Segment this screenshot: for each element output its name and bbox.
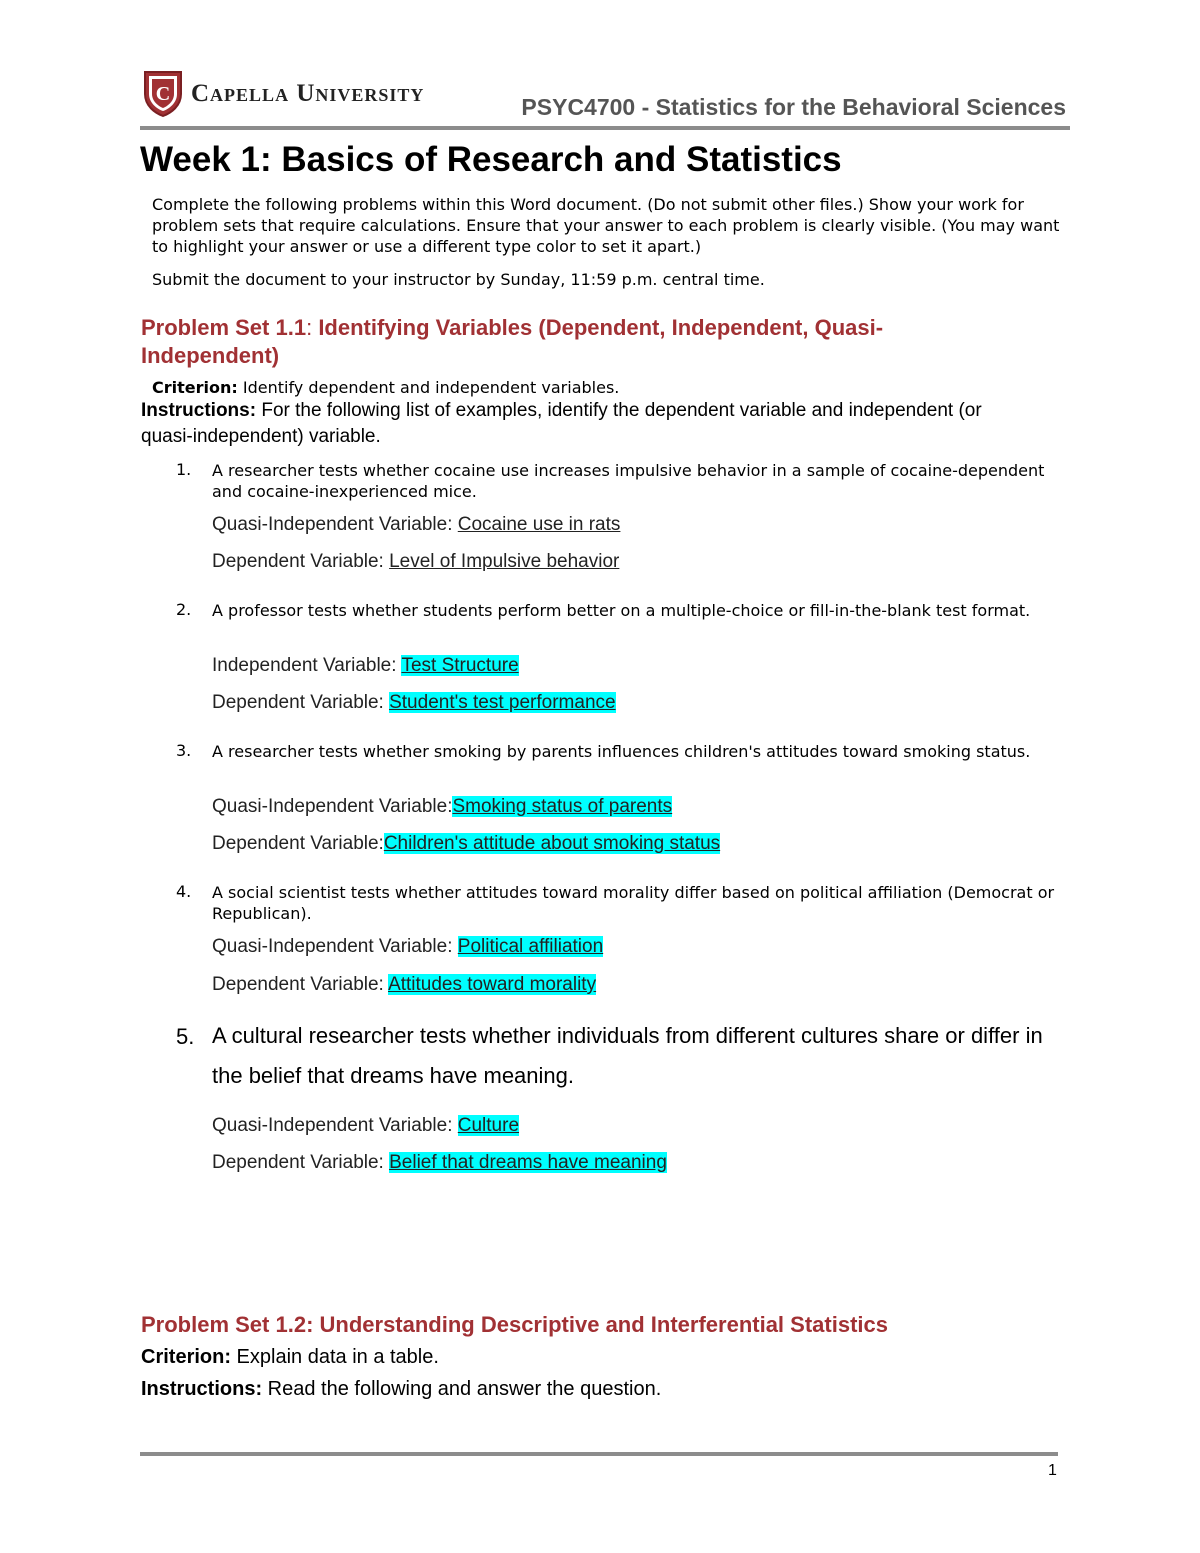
instructions-text: Read the following and answer the question. <box>262 1378 662 1400</box>
item-number: 2. <box>176 600 192 619</box>
instructions-text: For the following list of examples, identify the dependent variable and independent (or quasi-independent) variable. <box>141 400 982 447</box>
answer-line <box>212 514 620 536</box>
variable-label: Quasi-Independent Variable: <box>212 936 458 957</box>
svg-text:C: C <box>155 83 171 105</box>
answer-line <box>212 1115 519 1137</box>
item-number: 3. <box>176 741 192 760</box>
item-number: 4. <box>176 882 192 901</box>
answer-value: Level of Impulsive behavior <box>389 551 620 572</box>
variable-label: Quasi-Independent Variable: <box>212 514 458 535</box>
problem-set-1-2-heading: Problem Set 1.2: Understanding Descriptive and Interferential Statistics <box>141 1312 888 1337</box>
answer-value: Test Structure <box>401 655 519 676</box>
criterion-text: Identify dependent and independent variables. <box>237 378 620 397</box>
ps1-heading-sep: : <box>306 315 319 340</box>
variable-label: Dependent Variable: <box>212 692 390 713</box>
item-number: 1. <box>176 460 192 479</box>
variable-label: Dependent Variable: <box>212 974 389 995</box>
ps1-heading-prefix: Problem Set 1.1 <box>141 315 307 340</box>
answer-line <box>212 974 596 996</box>
answer-line <box>212 936 603 958</box>
variable-label: Quasi-Independent Variable: <box>212 796 453 817</box>
variable-label: Quasi-Independent Variable: <box>212 1115 458 1136</box>
header-divider <box>140 126 1070 130</box>
item-question: A cultural researcher tests whether individuals from different cultures share or differ in the belief that dreams have meaning. <box>212 1023 1043 1088</box>
answer-line <box>212 796 672 818</box>
answer-value: Attitudes toward morality <box>388 974 597 995</box>
footer-divider <box>140 1452 1058 1456</box>
instructions-label: Instructions: <box>141 1378 263 1400</box>
shield-icon <box>143 70 183 118</box>
answer-line <box>212 692 616 714</box>
variable-label: Dependent Variable: <box>212 833 384 854</box>
university-logo <box>143 70 424 118</box>
answer-value: Student's test performance <box>389 692 616 713</box>
criterion-label: Criterion: <box>152 378 238 397</box>
answer-value: Political affiliation <box>457 936 604 957</box>
item-number: 5. <box>176 1024 195 1049</box>
variable-label: Dependent Variable: <box>212 1152 390 1173</box>
instructions-label: Instructions: <box>141 400 257 421</box>
intro-paragraph: Complete the following problems within this Word document. (Do not submit other files.) Show your work for problem sets that require calculations. Ensure that your answer to each problem is clearly visible. (You may want to highlight your answer or use a different type color to set it apart.) <box>152 195 1060 256</box>
ps2-instructions <box>141 1378 661 1401</box>
logo-text: Capella University <box>191 80 425 107</box>
course-title: PSYC4700 - Statistics for the Behavioral Sciences <box>521 94 1066 120</box>
item-question: A social scientist tests whether attitudes toward morality differ based on political affiliation (Democrat or Republican). <box>212 883 1055 923</box>
item-question: A professor tests whether students perform better on a multiple-choice or fill-in-the-blank test format. <box>212 601 1031 620</box>
ps1-criterion <box>152 378 619 397</box>
answer-value: Smoking status of parents <box>452 796 673 817</box>
criterion-label: Criterion: <box>141 1346 231 1368</box>
ps1-heading-rest: Identifying Variables (Dependent, Independent, Quasi-Independent) <box>141 315 884 368</box>
answer-value: Belief that dreams have meaning <box>389 1152 667 1173</box>
variable-label: Independent Variable: <box>212 655 402 676</box>
variable-label: Dependent Variable: <box>212 551 390 572</box>
answer-line <box>212 551 619 573</box>
submission-note: Submit the document to your instructor by Sunday, 11:59 p.m. central time. <box>152 270 765 289</box>
answer-line <box>212 833 720 855</box>
problem-set-1-1-heading <box>141 314 1021 370</box>
answer-value: Children's attitude about smoking status <box>383 833 721 854</box>
ps2-criterion <box>141 1346 439 1369</box>
item-question: A researcher tests whether cocaine use increases impulsive behavior in a sample of cocaine-dependent and cocaine-inexperienced mice. <box>212 461 1045 501</box>
criterion-text: Explain data in a table. <box>231 1346 439 1368</box>
answer-value: Culture <box>457 1115 520 1136</box>
ps1-instructions <box>141 398 1001 450</box>
page-number: 1 <box>1048 1462 1057 1479</box>
answer-line <box>212 655 519 677</box>
answer-line <box>212 1152 667 1174</box>
item-question: A researcher tests whether smoking by parents influences children's attitudes toward smoking status. <box>212 742 1031 761</box>
page-title: Week 1: Basics of Research and Statistics <box>140 140 842 179</box>
answer-value: Cocaine use in rats <box>457 514 621 535</box>
